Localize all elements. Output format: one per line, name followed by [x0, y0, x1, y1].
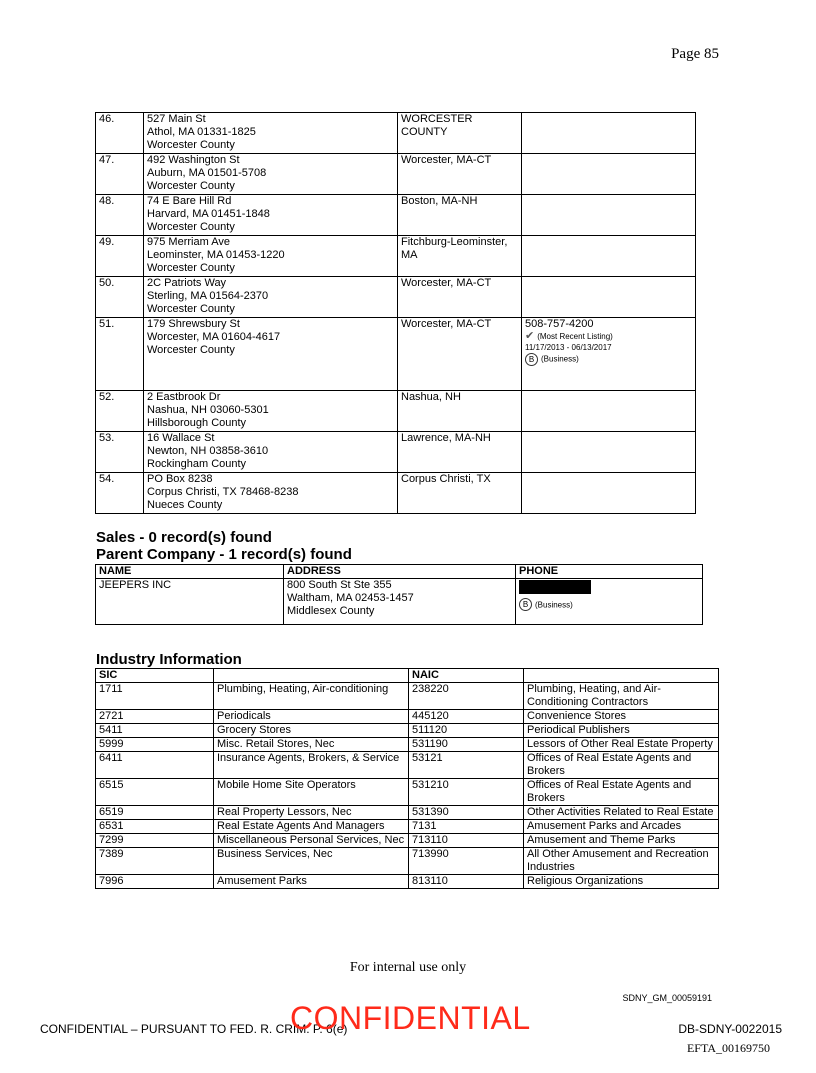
internal-use-note: For internal use only: [349, 960, 467, 975]
area-line: Worcester, MA-CT: [401, 154, 492, 166]
row-number: 46.: [96, 113, 144, 154]
address-table: [95, 112, 696, 514]
phone-cell: [522, 391, 696, 432]
area-line: COUNTY: [401, 126, 448, 138]
confidential-notice: CONFIDENTIAL – PURSUANT TO FED. R. CRIM. P. 6(e): [40, 1022, 348, 1036]
area-line: Corpus Christi, TX: [401, 473, 491, 485]
area-cell: [398, 154, 522, 195]
redacted-phone-number: [519, 580, 591, 594]
area-cell: [398, 473, 522, 514]
area-line: Lawrence, MA-NH: [401, 432, 491, 444]
phone-type-line: [525, 353, 692, 366]
naic-code: 445120: [409, 710, 524, 724]
sic-code: 7996: [96, 875, 214, 889]
address-cell: [144, 473, 398, 514]
column-header-sic: SIC: [96, 669, 214, 683]
row-number: 53.: [96, 432, 144, 473]
sic-code: 6531: [96, 820, 214, 834]
sic-description: Insurance Agents, Brokers, & Service: [214, 752, 409, 779]
parent-address: [284, 579, 516, 625]
column-header-phone: PHONE: [516, 565, 703, 579]
naic-description: Amusement Parks and Arcades: [524, 820, 719, 834]
column-header-naic-desc: [524, 669, 719, 683]
address-line: Nashua, NH 03060-5301: [147, 404, 269, 416]
table-row: [96, 432, 696, 473]
address-cell: [144, 318, 398, 391]
table-row: [96, 834, 719, 848]
phone-number: 508-757-4200: [525, 318, 594, 330]
sic-description: Grocery Stores: [214, 724, 409, 738]
address-cell: [144, 195, 398, 236]
phone-cell: [522, 195, 696, 236]
naic-code: 713110: [409, 834, 524, 848]
sic-code: 7299: [96, 834, 214, 848]
area-line: Worcester, MA-CT: [401, 318, 492, 330]
table-row: [96, 473, 696, 514]
address-line: Worcester, MA 01604-4617: [147, 331, 281, 343]
parent-name: JEEPERS INC: [96, 579, 284, 625]
area-cell: [398, 432, 522, 473]
naic-code: 7131: [409, 820, 524, 834]
phone-cell: [522, 236, 696, 277]
naic-description: Other Activities Related to Real Estate: [524, 806, 719, 820]
checkmark-icon: ✔: [525, 330, 535, 342]
table-row: [96, 848, 719, 875]
table-row: [96, 779, 719, 806]
area-cell: [398, 277, 522, 318]
column-header-name: NAME: [96, 565, 284, 579]
table-row: [96, 236, 696, 277]
naic-description: Convenience Stores: [524, 710, 719, 724]
listing-dates: 11/17/2013 - 06/13/2017: [525, 343, 612, 352]
table-row: [96, 738, 719, 752]
phone-cell: [522, 113, 696, 154]
naic-code: 531210: [409, 779, 524, 806]
business-badge-icon: B: [519, 598, 532, 611]
address-line: 800 South St Ste 355: [287, 579, 392, 591]
row-number: 48.: [96, 195, 144, 236]
address-line: Auburn, MA 01501-5708: [147, 167, 267, 179]
address-line: Athol, MA 01331-1825: [147, 126, 256, 138]
table-row: [96, 806, 719, 820]
address-line: 74 E Bare Hill Rd: [147, 195, 232, 207]
efta-number: EFTA_00169750: [686, 1041, 770, 1055]
business-badge-icon: B: [525, 353, 538, 366]
phone-type: (Business): [541, 354, 579, 364]
naic-code: 713990: [409, 848, 524, 875]
row-number: 52.: [96, 391, 144, 432]
confidential-stamp: CONFIDENTIAL: [290, 1000, 531, 1036]
naic-description: Lessors of Other Real Estate Property: [524, 738, 719, 752]
parent-phone: [516, 579, 703, 625]
row-number: 54.: [96, 473, 144, 514]
area-line: Boston, MA-NH: [401, 195, 478, 207]
sic-description: Real Estate Agents And Managers: [214, 820, 409, 834]
sic-code: 6411: [96, 752, 214, 779]
naic-description: Religious Organizations: [524, 875, 719, 889]
area-cell: [398, 113, 522, 154]
naic-code: 238220: [409, 683, 524, 710]
address-line: 527 Main St: [147, 113, 206, 125]
area-line: Fitchburg-Leominster,: [401, 236, 508, 248]
row-number: 49.: [96, 236, 144, 277]
column-header-naic: NAIC: [409, 669, 524, 683]
address-line: Newton, NH 03858-3610: [147, 445, 269, 457]
table-row: [96, 579, 703, 625]
address-line: Hillsborough County: [147, 417, 247, 429]
row-number: 47.: [96, 154, 144, 195]
address-line: 975 Merriam Ave: [147, 236, 230, 248]
area-line: Worcester, MA-CT: [401, 277, 492, 289]
sic-description: Miscellaneous Personal Services, Nec: [214, 834, 409, 848]
row-number: 50.: [96, 277, 144, 318]
sic-description: Amusement Parks: [214, 875, 409, 889]
recent-listing: [525, 331, 692, 342]
sic-description: Periodicals: [214, 710, 409, 724]
address-line: Worcester County: [147, 221, 235, 233]
address-line: 179 Shrewsbury St: [147, 318, 240, 330]
phone-cell: [522, 154, 696, 195]
sic-code: 7389: [96, 848, 214, 875]
industry-section-title: Industry Information: [96, 651, 242, 668]
address-line: Worcester County: [147, 139, 235, 151]
sic-code: 6519: [96, 806, 214, 820]
area-line: WORCESTER: [401, 113, 473, 125]
area-cell: [398, 318, 522, 391]
address-cell: [144, 113, 398, 154]
address-line: Leominster, MA 01453-1220: [147, 249, 285, 261]
address-line: Worcester County: [147, 344, 235, 356]
naic-description: Offices of Real Estate Agents and Brokers: [524, 779, 719, 806]
address-line: Rockingham County: [147, 458, 247, 470]
bates-number-small: SDNY_GM_00059191: [622, 993, 712, 1003]
address-line: Worcester County: [147, 262, 235, 274]
sic-description: Misc. Retail Stores, Nec: [214, 738, 409, 752]
address-line: Nueces County: [147, 499, 223, 511]
table-row: [96, 318, 696, 391]
industry-table: [95, 668, 719, 889]
naic-code: 531190: [409, 738, 524, 752]
address-line: 2 Eastbrook Dr: [147, 391, 221, 403]
table-row: [96, 154, 696, 195]
address-line: Worcester County: [147, 180, 235, 192]
address-cell: [144, 154, 398, 195]
naic-code: 531390: [409, 806, 524, 820]
table-row: [96, 752, 719, 779]
address-line: 2C Patriots Way: [147, 277, 227, 289]
address-line: Harvard, MA 01451-1848: [147, 208, 270, 220]
naic-description: Offices of Real Estate Agents and Brokers: [524, 752, 719, 779]
naic-code: 53121: [409, 752, 524, 779]
sic-description: Mobile Home Site Operators: [214, 779, 409, 806]
address-line: 492 Washington St: [147, 154, 240, 166]
parent-company-table: [95, 564, 703, 625]
bates-number: DB-SDNY-0022015: [678, 1022, 782, 1036]
phone-cell: [522, 473, 696, 514]
table-row: [96, 277, 696, 318]
address-line: Sterling, MA 01564-2370: [147, 290, 269, 302]
address-cell: [144, 236, 398, 277]
naic-code: 511120: [409, 724, 524, 738]
page-number: Page 85: [671, 46, 719, 62]
sales-section-title: Sales - 0 record(s) found: [96, 529, 272, 546]
naic-description: Plumbing, Heating, and Air-Conditioning Contractors: [524, 683, 719, 710]
phone-cell: [522, 277, 696, 318]
address-line: Waltham, MA 02453-1457: [287, 592, 414, 604]
table-row: [96, 195, 696, 236]
table-row: [96, 820, 719, 834]
table-row: [96, 391, 696, 432]
sic-code: 2721: [96, 710, 214, 724]
address-line: PO Box 8238: [147, 473, 213, 485]
address-cell: [144, 432, 398, 473]
area-line: MA: [401, 249, 418, 261]
area-line: Nashua, NH: [401, 391, 461, 403]
phone-cell: [522, 318, 696, 391]
sic-description: Business Services, Nec: [214, 848, 409, 875]
sic-description: Plumbing, Heating, Air-conditioning: [214, 683, 409, 710]
phone-cell: [522, 432, 696, 473]
naic-description: Periodical Publishers: [524, 724, 719, 738]
naic-description: All Other Amusement and Recreation Industries: [524, 848, 719, 875]
address-cell: [144, 277, 398, 318]
address-cell: [144, 391, 398, 432]
naic-code: 813110: [409, 875, 524, 889]
sic-description: Real Property Lessors, Nec: [214, 806, 409, 820]
sic-code: 6515: [96, 779, 214, 806]
sic-code: 5411: [96, 724, 214, 738]
sic-code: 5999: [96, 738, 214, 752]
column-header-sic-desc: [214, 669, 409, 683]
area-cell: [398, 195, 522, 236]
table-row: [96, 710, 719, 724]
address-line: Corpus Christi, TX 78468-8238: [147, 486, 299, 498]
address-line: Worcester County: [147, 303, 235, 315]
address-line: Middlesex County: [287, 605, 375, 617]
column-header-address: ADDRESS: [284, 565, 516, 579]
area-cell: [398, 391, 522, 432]
naic-description: Amusement and Theme Parks: [524, 834, 719, 848]
table-row: [96, 875, 719, 889]
recent-label: (Most Recent Listing): [537, 332, 613, 341]
phone-type: (Business): [535, 600, 573, 610]
table-row: [96, 113, 696, 154]
area-cell: [398, 236, 522, 277]
address-line: 16 Wallace St: [147, 432, 215, 444]
parent-company-section-title: Parent Company - 1 record(s) found: [96, 546, 352, 563]
sic-code: 1711: [96, 683, 214, 710]
table-row: [96, 683, 719, 710]
table-row: [96, 724, 719, 738]
row-number: 51.: [96, 318, 144, 391]
